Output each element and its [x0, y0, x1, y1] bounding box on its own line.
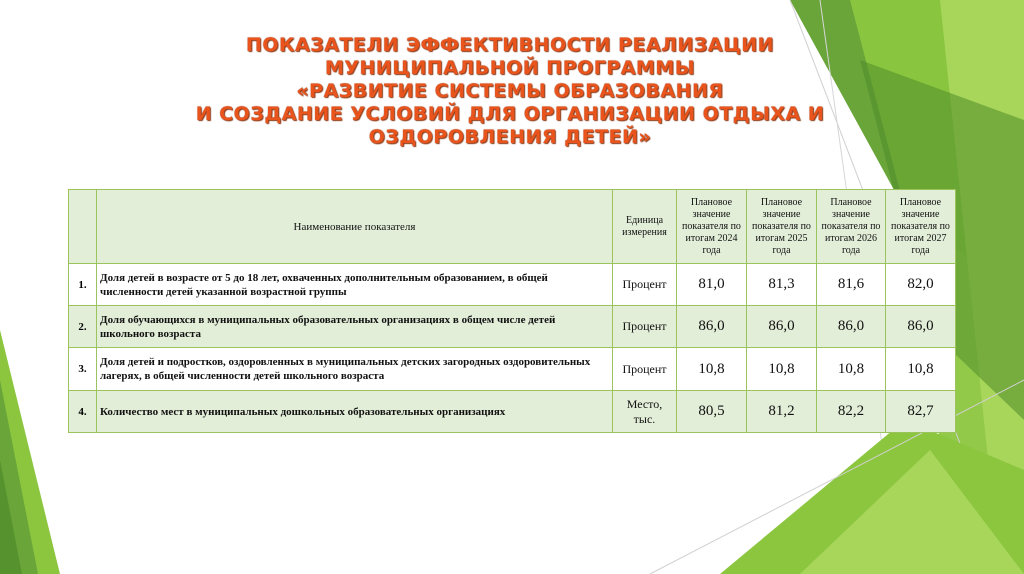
slide-title	[170, 34, 850, 149]
title-line: МУНИЦИПАЛЬНОЙ ПРОГРАММЫ	[324, 57, 696, 79]
table-row	[69, 391, 956, 433]
row-indicator: Доля обучающихся в муниципальных образовательных организациях в общем числе детей школьного возраста	[97, 306, 613, 348]
table-header-row	[69, 190, 956, 264]
header-2025: Плановое значение показателя по итогам 2025 года	[747, 190, 817, 264]
row-value-2027: 86,0	[886, 306, 956, 348]
title-line: И СОЗДАНИЕ УСЛОВИЙ ДЛЯ ОРГАНИЗАЦИИ ОТДЫХА И	[195, 103, 825, 125]
row-value-2027: 82,0	[886, 264, 956, 306]
title-line: ОЗДОРОВЛЕНИЯ ДЕТЕЙ»	[368, 126, 652, 148]
header-2024: Плановое значение показателя по итогам 2024 года	[677, 190, 747, 264]
row-indicator: Доля детей и подростков, оздоровленных в муниципальных детских загородных оздоровительных лагерях, в общей численности детей школьного возраста	[97, 348, 613, 391]
row-value-2027: 82,7	[886, 391, 956, 433]
row-value-2026: 86,0	[817, 306, 886, 348]
row-indicator: Доля детей в возрасте от 5 до 18 лет, охваченных дополнительным образованием, в общей численности детей указанной возрастной группы	[97, 264, 613, 306]
row-value-2024: 81,0	[677, 264, 747, 306]
row-value-2025: 81,2	[747, 391, 817, 433]
row-value-2025: 86,0	[747, 306, 817, 348]
row-indicator: Количество мест в муниципальных дошкольных образовательных организациях	[97, 391, 613, 433]
row-value-2025: 81,3	[747, 264, 817, 306]
row-number: 2.	[69, 306, 97, 348]
row-unit: Место, тыс.	[613, 391, 677, 433]
table-row	[69, 264, 956, 306]
row-unit: Процент	[613, 348, 677, 391]
row-unit: Процент	[613, 306, 677, 348]
row-value-2025: 10,8	[747, 348, 817, 391]
table-row	[69, 348, 956, 391]
header-2026: Плановое значение показателя по итогам 2026 года	[817, 190, 886, 264]
row-unit: Процент	[613, 264, 677, 306]
title-line: «РАЗВИТИЕ СИСТЕМЫ ОБРАЗОВАНИЯ	[296, 80, 724, 102]
row-value-2026: 81,6	[817, 264, 886, 306]
row-value-2026: 82,2	[817, 391, 886, 433]
row-number: 4.	[69, 391, 97, 433]
row-number: 3.	[69, 348, 97, 391]
row-value-2027: 10,8	[886, 348, 956, 391]
row-value-2024: 10,8	[677, 348, 747, 391]
header-name: Наименование показателя	[97, 190, 613, 264]
header-num	[69, 190, 97, 264]
row-value-2024: 80,5	[677, 391, 747, 433]
row-value-2026: 10,8	[817, 348, 886, 391]
row-number: 1.	[69, 264, 97, 306]
header-2027: Плановое значение показателя по итогам 2027 года	[886, 190, 956, 264]
header-unit: Единица измерения	[613, 190, 677, 264]
indicators-table	[68, 189, 956, 433]
row-value-2024: 86,0	[677, 306, 747, 348]
title-line: ПОКАЗАТЕЛИ ЭФФЕКТИВНОСТИ РЕАЛИЗАЦИИ	[245, 34, 775, 56]
table-row	[69, 306, 956, 348]
